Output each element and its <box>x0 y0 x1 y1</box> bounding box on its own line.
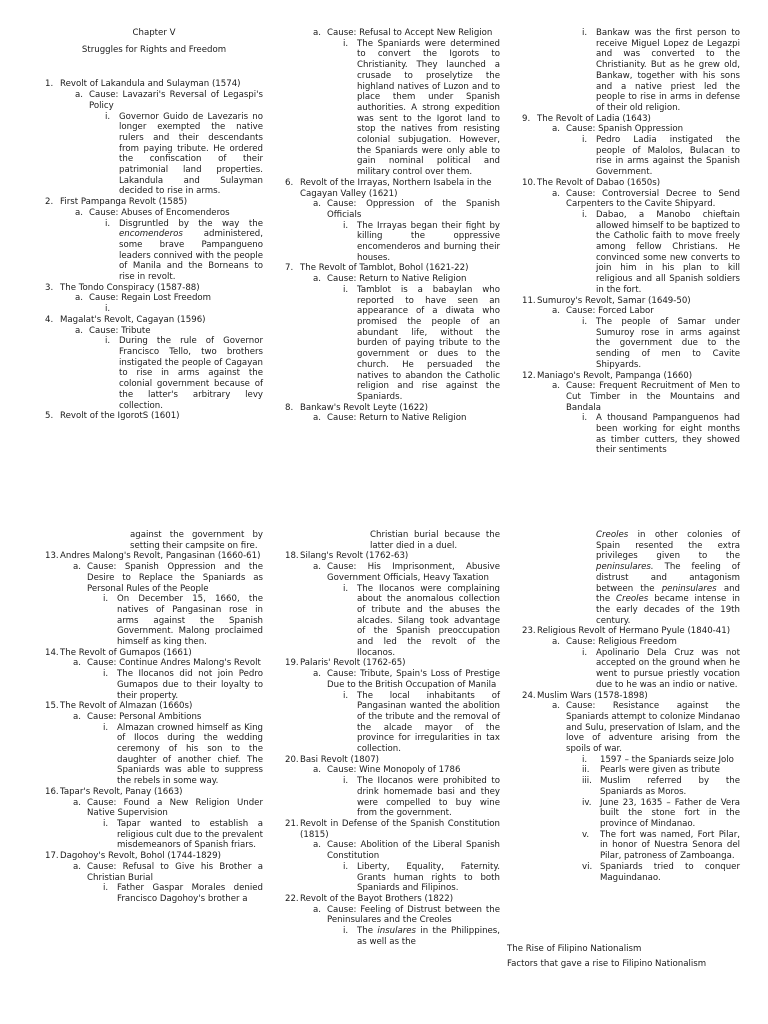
revolt-cause: a. Cause: Refusal to Give his Brother a Christian Burial <box>73 861 263 883</box>
revolt-title: 22. Revolt of the Bayot Brothers (1822) <box>285 893 454 904</box>
revolt-detail: i. Dabao, a Manobo chieftain allowed himself to be baptized to the Catholic faith to move freely among fellow Christians. He convinced some new converts to join him in his plan to kill religious and all Spanish soldiers in the fort. <box>582 209 740 295</box>
chapter-label: Chapter V <box>132 28 176 38</box>
revolt-detail: i. Pedro Ladia instigated the people of Malolos, Bulacan to rise in arms against the Spanish Government. <box>582 135 740 178</box>
revolt-title: 7. The Revolt of Tamblot, Bohol (1621-22) <box>285 263 469 274</box>
revolt-detail: i. The insulares in the Philippines, as well as the <box>343 926 501 947</box>
column-3-top <box>522 28 740 456</box>
revolt-title: 14. The Revolt of Gumapos (1661) <box>45 647 192 658</box>
revolt-detail: iv. June 23, 1635 – Father de Vera built the stone fort in the province of Mindanao. <box>582 797 740 829</box>
revolt-detail: i. Liberty, Equality, Faternity. Grants human rights to both Spaniards and Filipinos. <box>343 861 500 894</box>
revolt-title: 13. Andres Malong's Revolt, Pangasinan (1660-61) <box>45 551 261 562</box>
revolt-cause: a. Cause: Feeling of Distrust between the Peninsulares and the Creoles <box>313 904 500 926</box>
revolt-title: 11. Sumuroy's Revolt, Samar (1649-50) <box>522 295 691 306</box>
revolt-title: 9. The Revolt of Ladia (1643) <box>522 113 651 124</box>
revolt-title: 17. Dagohoy's Revolt, Bohol (1744-1829) <box>45 851 221 862</box>
revolt-cause: a. Cause: Return to Native Religion <box>313 413 467 424</box>
revolt-detail: i. The Ilocanos did not join Pedro Gumapos due to their loyalty to their property. <box>103 669 263 701</box>
revolt-cause: a. Cause: Spanish Oppression <box>552 124 684 135</box>
revolt-title: 12. Maniago's Revolt, Pampanga (1660) <box>522 370 693 381</box>
revolt-detail-continued: Christian burial because the latter died in a duel. <box>370 530 500 551</box>
revolt-detail: v. The fort was named, Fort Pilar, in honor of Nuestra Senora del Pilar, patroness of Zamboanga. <box>582 829 740 862</box>
revolt-detail: i. The people of Samar under Sumuroy rose in arms against the government due to the sending of men to Cavite Shipyards. <box>582 316 740 370</box>
revolt-cause: a. Cause: Wine Monopoly of 1786 <box>313 765 461 776</box>
revolt-cause: a. Cause: Regain Lost Freedom <box>75 293 212 304</box>
column-1-bottom <box>45 530 263 905</box>
column-2-top <box>285 28 500 424</box>
revolt-cause: a. Cause: Lavazari's Reversal of Legaspi's Policy <box>75 90 263 111</box>
revolt-cause: a. Cause: Controversial Decree to Send Carpenters to the Cavite Shipyard. <box>552 188 740 210</box>
revolt-title: 10. The Revolt of Dabao (1650s) <box>522 177 661 188</box>
column-1-top <box>45 28 263 422</box>
heading-rise-of-nationalism: The Rise of Filipino Nationalism <box>507 944 642 954</box>
revolt-detail: i. The Ilocanos were complaining about the anomalous collection of tribute and the abuses the alcades. Silang took advantage of the Spanish preoccupation and led the revolt of the Ilocanos. <box>343 583 500 658</box>
revolt-title: 6. Revolt of the Irrayas, Northern Isabela in the Cagayan Valley (1621) <box>285 177 492 199</box>
revolt-title: 16. Tapar's Revolt, Panay (1663) <box>45 786 183 797</box>
revolt-cause: a. Cause: His Imprisonment, Abusive Government Officials, Heavy Taxation <box>313 562 500 583</box>
revolt-title: 1. Revolt of Lakandula and Sulayman (1574) <box>45 79 241 90</box>
revolt-title: 24. Muslim Wars (1578-1898) <box>522 690 648 701</box>
revolt-cause: a. Cause: Abolition of the Liberal Spanish Constitution <box>313 840 500 862</box>
revolt-detail: i. Almazan crowned himself as King of Ilocos during the wedding ceremony of his son to the daughter of another chief. The Spaniards was able to suppress the rebels in some way. <box>103 722 263 787</box>
revolt-cause: a. Cause: Return to Native Religion <box>313 274 467 285</box>
revolt-title: 18. Silang's Revolt (1762-63) <box>285 551 409 562</box>
revolt-cause: a. Cause: Forced Labor <box>552 306 654 317</box>
revolt-detail: i. The Spaniards were determined to convert the Igorots to Christianity. They launched a crusade to proselytize the highland natives of Luzon and to place them under Spanish authorities. A strong expedition was sent to the Igorot land to stop the natives from resisting colonial subjugation. However, the Spaniards were only able to gain nominal political and military control over them. <box>343 38 500 178</box>
column-2-bottom <box>285 530 500 947</box>
revolt-cause: a. Cause: Refusal to Accept New Religion <box>313 28 493 38</box>
revolt-cause: a. Cause: Continue Andres Malong's Revolt <box>73 658 261 669</box>
revolt-cause: a. Cause: Tribute, Spain's Loss of Prestige Due to the British Occupation of Manila <box>313 669 500 690</box>
revolt-title: 4. Magalat's Revolt, Cagayan (1596) <box>45 314 206 325</box>
revolt-detail: i. Bankaw was the first person to receive Miguel Lopez de Legazpi and was converted to the Christianity. But as he grew old, Bankaw, together with his sons and a native priest led the people to rise in arms in defense of their old religion. <box>582 28 740 113</box>
revolt-detail: i. The Ilocanos were prohibited to drink homemade basi and they were compelled to buy wine from the government. <box>343 776 500 819</box>
column-3-bottom <box>522 530 740 883</box>
revolt-title: 8. Bankaw's Revolt Leyte (1622) <box>285 402 428 413</box>
heading-factors-nationalism: Factors that gave a rise to Filipino Nationalism <box>507 958 707 969</box>
revolt-cause: a. Cause: Abuses of Encomenderos <box>75 207 230 218</box>
revolt-detail: i. 1597 – the Spaniards seize Jolo <box>582 754 734 765</box>
section-headings <box>507 944 747 969</box>
revolt-detail: i. A thousand Pampanguenos had been working for eight months as timber cutters, they showed their sentiments <box>582 413 740 456</box>
revolt-detail: iii. Muslim referred by the Spaniards as Moros. <box>582 776 740 797</box>
revolt-detail: i. Tamblot is a babaylan who reported to have seen an appearance of a diwata who promised the people of an abundant life, without the burden of paying tribute to the government or dues to the church. He persuaded the natives to abandon the Catholic religion and rise against the Spaniards. <box>343 284 500 402</box>
revolt-detail: ii. Pearls were given as tribute <box>582 765 720 776</box>
revolt-detail: i. On December 15, 1660, the natives of Pangasinan rose in arms against the Spanish Government. Malong proclaimed himself as king then. <box>103 594 263 648</box>
revolt-cause: a. Cause: Oppression of the Spanish Officials <box>313 199 500 220</box>
chapter-title: Struggles for Rights and Freedom <box>81 44 227 55</box>
revolt-cause: a. Cause: Tribute <box>75 325 151 336</box>
revolt-title: 20. Basi Revolt (1807) <box>285 754 380 765</box>
revolt-detail: i. The local inhabitants of Pangasinan wanted the abolition of the tribute and the removal of the alcade mayor of the province for irregularities in tax collection. <box>343 690 500 755</box>
revolt-cause: a. Cause: Personal Ambitions <box>73 711 202 722</box>
revolt-detail: vi. Spaniards tried to conquer Maguindanao. <box>582 861 740 883</box>
revolt-detail: i. The Irrayas began their fight by killing the oppressive encomenderos and burning their houses. <box>343 220 500 263</box>
revolt-detail: i. During the rule of Governor Francisco Tello, two brothers instigated the people of Cagayan to rise in arms against the colonial government because of the latter's arbitrary levy collection. <box>105 336 263 411</box>
revolt-cause: a. Cause: Religious Freedom <box>552 637 677 648</box>
revolt-detail-continued: against the government by setting their campsite on fire. <box>130 530 263 551</box>
revolt-cause: a. Cause: Found a New Religion Under Native Supervision <box>73 797 263 819</box>
revolt-title: 3. The Tondo Conspiracy (1587-88) <box>45 282 200 293</box>
revolt-title: 2. First Pampanga Revolt (1585) <box>45 197 188 208</box>
revolt-detail: i. Tapar wanted to establish a religious cult due to the prevalent misdemeanors of Spanish friars. <box>103 818 263 851</box>
revolt-title: 5. Revolt of the IgorotS (1601) <box>45 411 180 422</box>
revolt-detail-continued: Creoles in other colonies of Spain resented the extra privileges given to the peninsulares. The feeling of distrust and antagonism between the peninsulares and the Creoles became intense in the early decades of the 19th century. <box>596 530 741 626</box>
revolt-title: 23. Religious Revolt of Hermano Pyule (1840-41) <box>522 626 731 637</box>
revolt-detail: i. Disgruntled by the way the encomenderos administered, some brave Pampangueno leaders connived with the people of Manila and the Borneans to rise in revolt. <box>105 218 263 283</box>
revolt-detail: i. Governor Guido de Lavezaris no longer exempted the native rulers and their descendants from paying tribute. He ordered the confiscation of their patrimonial land properties. Lakandula and Sulayman decided to rise in arms. <box>105 111 263 197</box>
revolt-detail: i. <box>105 304 111 315</box>
revolt-cause: a. Cause: Frequent Recruitment of Men to Cut Timber in the Mountains and Bandala <box>552 381 740 413</box>
revolt-detail: i. Father Gaspar Morales denied Francisco Dagohoy's brother a <box>103 883 263 904</box>
revolt-cause: a. Cause: Spanish Oppression and the Desire to Replace the Spaniards as Personal Rules of the People <box>73 562 263 594</box>
revolt-title: 19. Palaris' Revolt (1762-65) <box>285 658 406 669</box>
revolt-cause: a. Cause: Resistance against the Spaniards attempt to colonize Mindanao and Sulu, preservation of Islam, and the love of adventure arising from the spoils of war. <box>552 701 740 755</box>
revolt-title: 15. The Revolt of Almazan (1660s) <box>45 701 193 712</box>
revolt-title: 21. Revolt in Defense of the Spanish Constitution (1815) <box>285 818 500 840</box>
revolt-detail: i. Apolinario Dela Cruz was not accepted on the ground when he went to pursue priestly vocation due to he was an indio or native. <box>582 647 740 690</box>
